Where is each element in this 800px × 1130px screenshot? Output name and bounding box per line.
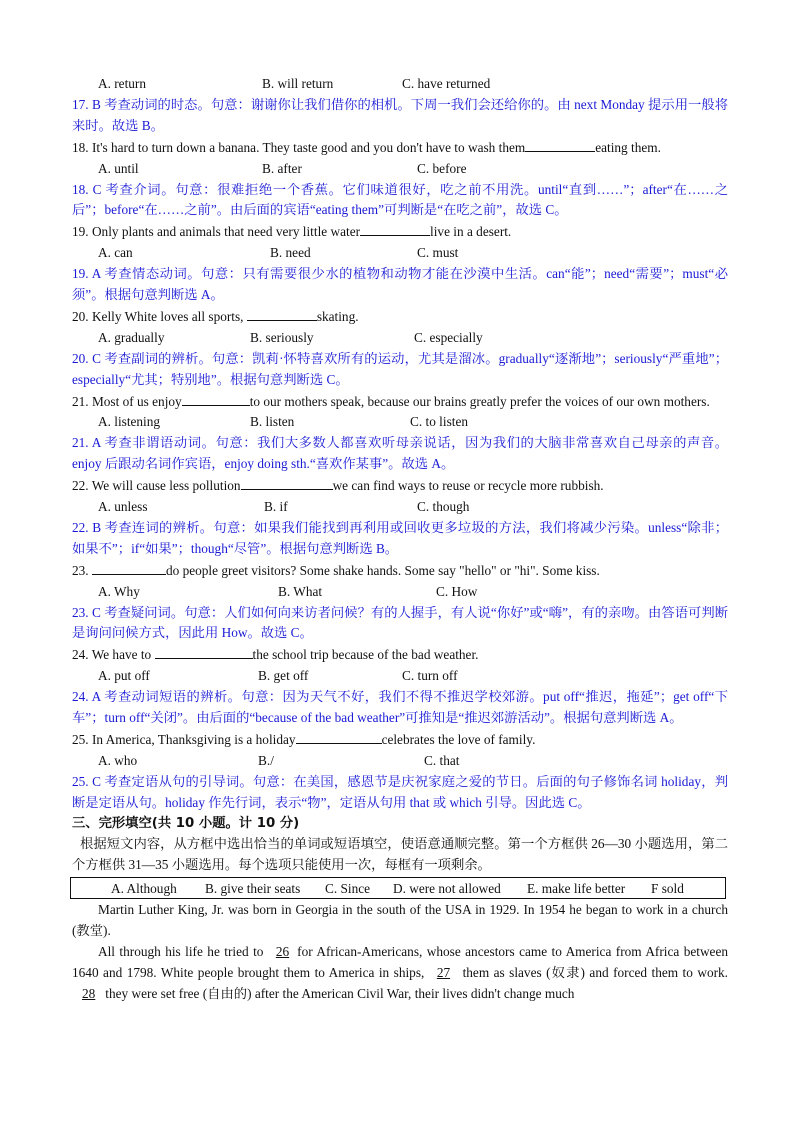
question-22: 22. We will cause less pollution we can find ways to reuse or recycle more rubbish. xyxy=(72,475,728,497)
explanation-20: 20. C 考查副词的辨析。句意：凯莉·怀特喜欢所有的运动，尤其是溜冰。gradually“逐渐地”；seriously“严重地”；especially“尤其；特别地”。根据句意判断选 C。 xyxy=(72,350,728,387)
option-c: C. must xyxy=(417,245,459,261)
box-option-b: B. give their seats xyxy=(205,881,301,897)
blank-28: 28 xyxy=(82,985,96,1001)
blank-27: 27 xyxy=(436,965,451,981)
option-a: A. can xyxy=(98,245,133,261)
question-18: 18. It's hard to turn down a banana. They taste good and you don't have to wash them eating them. xyxy=(72,137,728,159)
option-a: A. gradually xyxy=(98,329,165,345)
question-23: 23. do people greet visitors? Some shake hands. Some say "hello" or "hi". Some kiss. xyxy=(72,560,728,582)
box-option-d: D. were not allowed xyxy=(393,881,501,897)
option-a: A. unless xyxy=(98,499,148,515)
section-title: 三、完形填空(共 10 小题。计 10 分) xyxy=(72,815,300,831)
blank-26: 26 xyxy=(275,944,290,960)
box-option-f: F sold xyxy=(651,881,684,897)
option-a: A. return xyxy=(98,76,146,91)
question-19: 19. Only plants and animals that need very little water live in a desert. xyxy=(72,221,728,243)
question-20: 20. Kelly White loves all sports, skating. xyxy=(72,306,728,328)
exam-page xyxy=(72,74,728,1005)
q20-options xyxy=(72,328,728,349)
explanation-21: 21. A 考查非谓语动词。句意：我们大多数人都喜欢听母亲说话，因为我们的大脑非常喜欢自己母亲的声音。enjoy 后跟动名词作宾语，enjoy doing sth.“喜欢作某事”。故选 A。 xyxy=(72,435,728,472)
explanation-19: 19. A 考查情态动词。句意：只有需要很少水的植物和动物才能在沙漠中生活。can“能”；need“需要”；must“必须”。根据句意判断选 A。 xyxy=(72,266,728,303)
option-c: C. to listen xyxy=(410,414,468,430)
option-a: A. put off xyxy=(98,668,150,684)
option-c: C. have returned xyxy=(402,76,491,91)
option-a: A. listening xyxy=(98,414,161,430)
q21-options xyxy=(72,412,728,433)
option-c: C. that xyxy=(424,752,460,768)
explanation-18: 18. C 考查介词。句意：很难拒绝一个香蕉。它们味道很好，吃之前不用洗。until“直到……”；after“在……之后”；before“在……之前”。由后面的宾语“eating them”可判断是“在吃之前”，故选 C。 xyxy=(72,181,728,218)
option-c: C. turn off xyxy=(402,668,458,684)
explanation-22: 22. B 考查连词的辨析。句意：如果我们能找到再利用或回收更多垃圾的方法，我们将减少污染。unless“除非；如果不”；if“如果”；though“尽管”。根据句意判断选 B。 xyxy=(72,519,728,556)
word-box xyxy=(70,877,726,899)
option-a: A. until xyxy=(98,160,139,176)
option-a: A. who xyxy=(98,752,138,768)
question-21: 21. Most of us enjoy to our mothers speak, because our brains greatly prefer the voices of our own mothers. xyxy=(72,391,728,413)
q22-options xyxy=(72,497,728,518)
option-b: B. will return xyxy=(262,76,334,91)
option-b: B. seriously xyxy=(250,329,314,345)
explanation-25: 25. C 考查定语从句的引导词。句意：在美国，感恩节是庆祝家庭之爱的节日。后面的句子修饰名词 holiday，判断是定语从句。holiday 作先行词，表示“物”，定语从句用 that 或 which 引导。因此选 C。 xyxy=(72,773,728,810)
q25-options xyxy=(72,751,728,772)
explanation-23: 23. C 考查疑问词。句意：人们如何向来访者问候？有的人握手，有人说“你好”或“嗨”，有的亲吻。由答语可判断是询问问候方式，因此用 How。故选 C。 xyxy=(72,604,728,641)
question-25: 25. In America, Thanksgiving is a holiday celebrates the love of family. xyxy=(72,729,728,751)
box-option-c: C. Since xyxy=(325,881,371,897)
passage-paragraph-1: Martin Luther King, Jr. was born in Georgia in the south of the USA in 1929. In 1954 he began to work in a church (教堂). xyxy=(72,902,728,939)
q24-options xyxy=(72,666,728,687)
explanation-17: 17. B 考查动词的时态。句意：谢谢你让我们借你的相机。下周一我们会还给你的。由 next Monday 提示用一般将来时。故选 B。 xyxy=(72,96,728,133)
option-b: B. What xyxy=(278,583,323,599)
option-b: B. get off xyxy=(258,668,309,684)
box-option-e: E. make life better xyxy=(527,881,626,897)
option-b: B. need xyxy=(270,245,311,261)
option-c: C. before xyxy=(417,160,467,176)
option-b: B. after xyxy=(262,160,302,176)
q18-options xyxy=(72,159,728,180)
box-option-a: A. Although xyxy=(111,881,177,897)
q23-options xyxy=(72,582,728,603)
passage-paragraph-2: All through his life he tried to 26 for African-Americans, whose ancestors came to America from Africa between 1640 and 1798. White people brought them to America in ships, 27 them as slaves (奴隶) and forced them to work. 28 they were set free (自由的) after the American Civil War, their lives didn't change much xyxy=(72,944,729,1001)
option-c: C. especially xyxy=(414,329,483,345)
option-b: B. if xyxy=(264,499,288,515)
question-24: 24. We have to the school trip because of the bad weather. xyxy=(72,644,728,666)
option-b: B. listen xyxy=(250,414,295,430)
q16-options xyxy=(72,74,728,95)
q19-options xyxy=(72,243,728,264)
instructions: 根据短文内容，从方框中选出恰当的单词或短语填空，使语意通顺完整。第一个方框供 26—30 小题选用，第二个方框供 31—35 小题选用。每个选项只能使用一次，每框有一项剩余。 xyxy=(72,836,728,873)
option-a: A. Why xyxy=(98,583,140,599)
option-c: C. How xyxy=(436,583,478,599)
option-b: B./ xyxy=(258,752,274,768)
option-c: C. though xyxy=(417,499,470,515)
explanation-24: 24. A 考查动词短语的辨析。句意：因为天气不好，我们不得不推迟学校郊游。put off“推迟，拖延”；get off“下车”；turn off“关闭”。由后面的“because of the bad weather”可推知是“推迟郊游活动”。根据句意判断选 A。 xyxy=(72,689,728,726)
